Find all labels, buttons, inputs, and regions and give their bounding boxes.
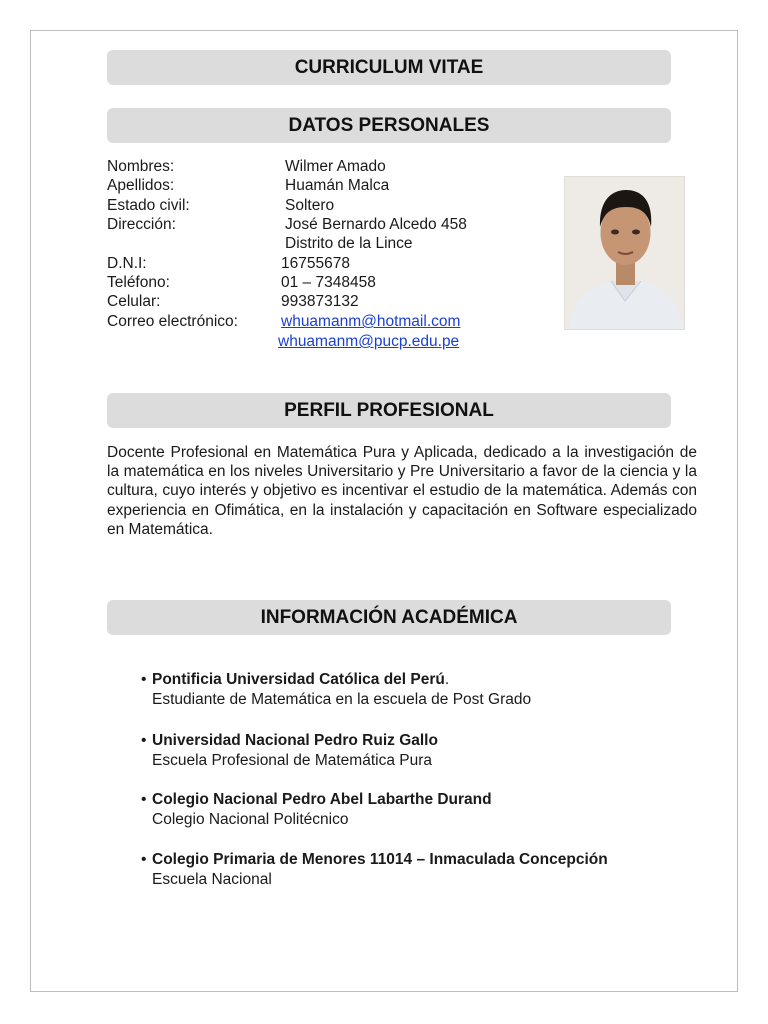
value-celular: 993873132 — [281, 293, 359, 310]
value-estado-civil: Soltero — [285, 197, 335, 214]
value-telefono: 01 – 7348458 — [281, 274, 376, 291]
bullet-icon: • — [141, 671, 147, 688]
heading-perfil-profesional: PERFIL PROFESIONAL — [107, 393, 671, 428]
value-direccion-line2: Distrito de la Lince — [285, 235, 413, 252]
value-direccion-line1: José Bernardo Alcedo 458 — [285, 216, 467, 233]
education-detail: Escuela Nacional — [152, 871, 272, 888]
education-institution: Colegio Nacional Pedro Abel Labarthe Durand — [152, 791, 492, 808]
education-item — [141, 731, 701, 771]
label-nombres: Nombres: — [107, 158, 175, 175]
education-detail: Colegio Nacional Politécnico — [152, 811, 349, 828]
email-link-hotmail[interactable]: whuamanm@hotmail.com — [281, 313, 461, 330]
label-direccion: Dirección: — [107, 216, 176, 233]
heading-datos-personales: DATOS PERSONALES — [107, 108, 671, 143]
value-nombres: Wilmer Amado — [285, 158, 386, 175]
education-institution: Universidad Nacional Pedro Ruiz Gallo — [152, 732, 438, 749]
label-estado-civil: Estado civil: — [107, 197, 190, 214]
education-institution: Pontificia Universidad Católica del Perú — [152, 671, 445, 688]
profile-photo — [564, 176, 685, 330]
bullet-icon: • — [141, 791, 147, 808]
bullet-icon: • — [141, 851, 147, 868]
portrait-icon — [565, 177, 685, 330]
education-item — [141, 790, 701, 830]
label-correo: Correo electrónico: — [107, 313, 238, 330]
education-institution: Colegio Primaria de Menores 11014 – Inmaculada Concepción — [152, 851, 608, 868]
heading-curriculum-vitae: CURRICULUM VITAE — [107, 50, 671, 85]
value-apellidos: Huamán Malca — [285, 177, 390, 194]
education-item — [141, 850, 701, 890]
label-celular: Celular: — [107, 293, 161, 310]
value-dni: 16755678 — [281, 255, 350, 272]
education-detail: Escuela Profesional de Matemática Pura — [152, 752, 433, 769]
heading-informacion-academica: INFORMACIÓN ACADÉMICA — [107, 600, 671, 635]
label-dni: D.N.I: — [107, 255, 147, 272]
label-apellidos: Apellidos: — [107, 177, 175, 194]
education-suffix: . — [444, 671, 450, 688]
email-link-pucp[interactable]: whuamanm@pucp.edu.pe — [278, 333, 460, 350]
bullet-icon: • — [141, 732, 147, 749]
education-item — [141, 670, 701, 710]
profile-paragraph: Docente Profesional en Matemática Pura y Aplicada, dedicado a la investigación de la matemática en los niveles Universitario y Pre Universitario a favor de la ciencia y la cultura, cuyo interés y objetivo es incentivar el estudio de la matemática. Además con experiencia en Ofimática, en la instalación y capacitación en Software especializado en Matemática. — [107, 444, 697, 538]
education-detail: Estudiante de Matemática en la escuela de Post Grado — [152, 691, 532, 708]
label-telefono: Teléfono: — [107, 274, 170, 291]
